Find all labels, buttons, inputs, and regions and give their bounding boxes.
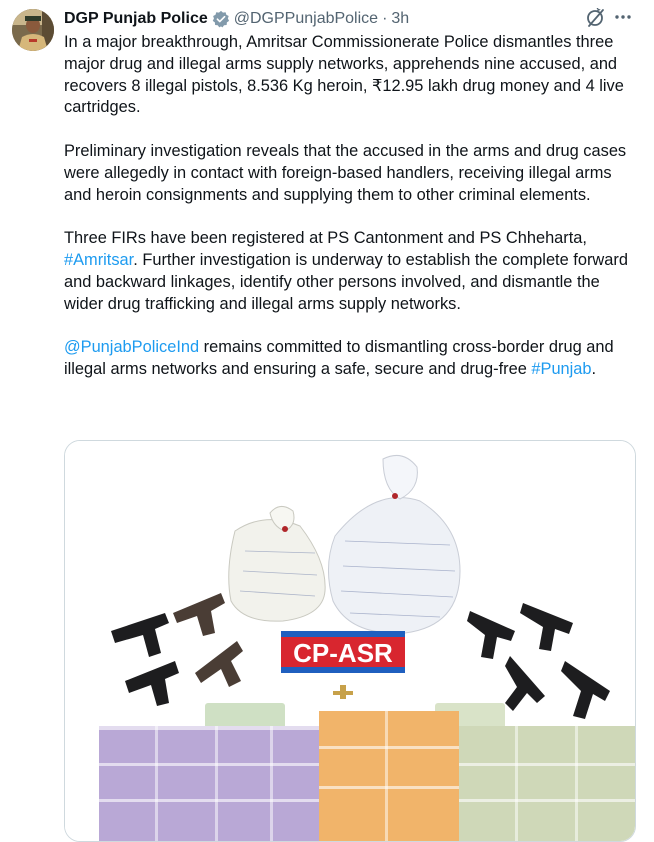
tweet-header bbox=[64, 8, 634, 30]
verified-badge-icon[interactable] bbox=[212, 10, 230, 28]
tweet-media-image[interactable] bbox=[64, 440, 636, 842]
tweet-text bbox=[64, 32, 636, 403]
tweet-text-segment: . Further investigation is underway to establish the complete forward and backward linkages, identify other persons involved, and dismantle the wider drug trafficking and illegal arms supply networks. bbox=[64, 250, 628, 313]
tweet-paragraph-4 bbox=[64, 337, 636, 381]
hashtag-amritsar-link[interactable]: #Amritsar bbox=[64, 250, 134, 269]
author-avatar[interactable] bbox=[12, 9, 54, 51]
author-handle[interactable]: @DGPPunjabPolice bbox=[233, 10, 379, 27]
hashtag-punjab-link[interactable]: #Punjab bbox=[531, 359, 592, 378]
seized-items-photo bbox=[65, 441, 635, 841]
mention-punjabpoliceind-link[interactable]: @PunjabPoliceInd bbox=[64, 338, 200, 357]
cp-asr-sign bbox=[281, 631, 405, 673]
sign-text: CP-ASR bbox=[293, 638, 393, 668]
grok-icon[interactable] bbox=[586, 8, 606, 28]
avatar-image bbox=[12, 9, 54, 51]
tweet-paragraph-1: In a major breakthrough, Amritsar Commissionerate Police dismantles three major drug and illegal arms supply networks, apprehends nine accused, and recovers 8 illegal pistols, 8.536 Kg heroin, ₹12.95 lakh drug money and 4 live cartridges. bbox=[64, 33, 624, 117]
tweet-paragraph-3 bbox=[64, 228, 636, 315]
tweet-text-segment: remains committed to dismantling cross-border drug and illegal arms networks and ensuring a safe, secure and drug-free bbox=[64, 338, 614, 378]
author-name[interactable]: DGP Punjab Police bbox=[64, 10, 208, 27]
timestamp[interactable]: 3h bbox=[391, 10, 410, 27]
tweet-text-segment: . bbox=[591, 359, 597, 378]
tweet-text-segment: Three FIRs have been registered at PS Cantonment and PS Chheharta, bbox=[64, 229, 587, 248]
separator-dot: · bbox=[382, 10, 388, 27]
tweet-paragraph-2: Preliminary investigation reveals that the accused in the arms and drug cases were allegedly in contact with foreign-based handlers, receiving illegal arms and heroin consignments and supplying them to other criminal elements. bbox=[64, 141, 627, 204]
more-icon[interactable] bbox=[614, 14, 632, 20]
